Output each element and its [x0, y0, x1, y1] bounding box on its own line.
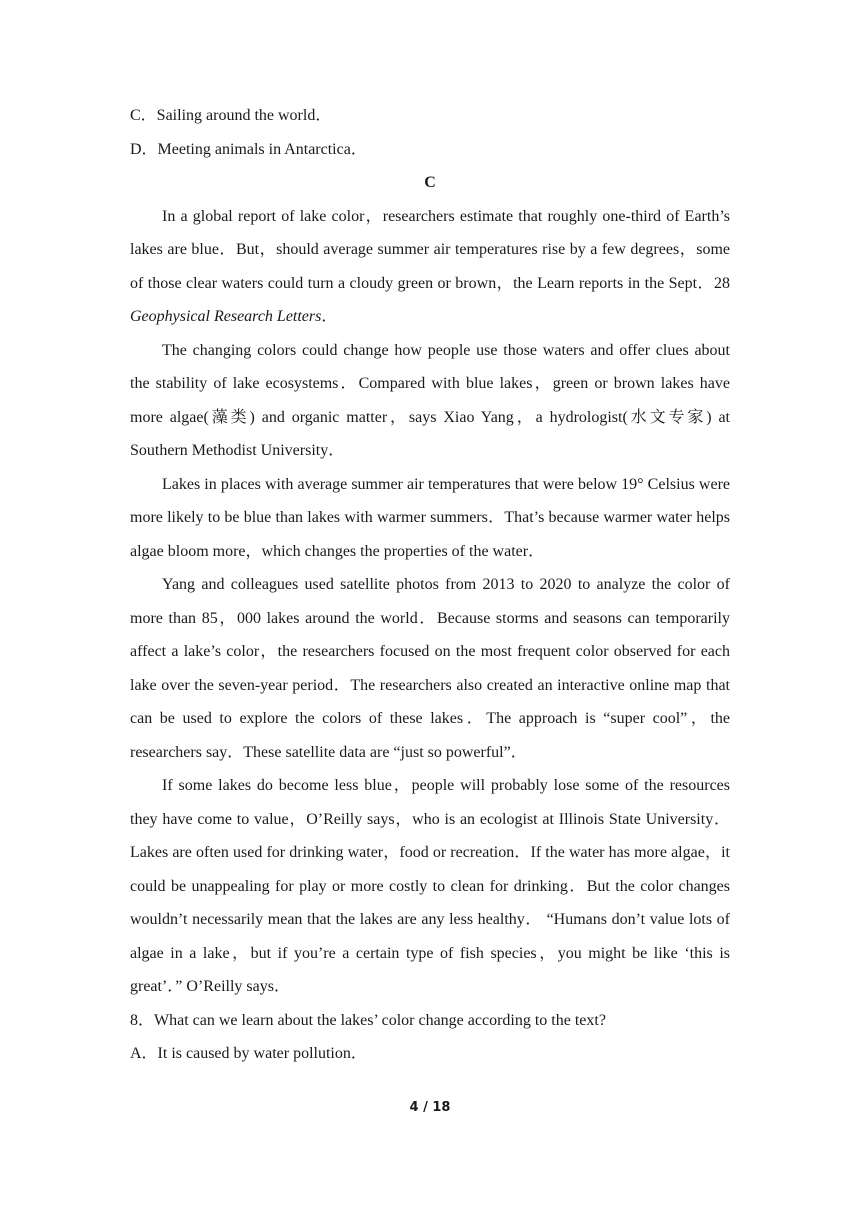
paragraph-5: If some lakes do become less blue，people will probably lose some of the resources they have come to value，O’Reilly says，who is an ecologist at Illinois State University．Lakes are often used for drinking water，food or recreation．If the water has more algae，it could be unappealing for play or more costly to clean for drinking．But the color changes wouldn’t necessarily mean that the lakes are any less healthy． “Humans don’t value lots of algae in a lake，but if you’re a certain type of fish species，you might be like ‘this is great’．” O’Reilly says．	[130, 777, 730, 995]
section-heading: C	[424, 174, 436, 191]
journal-title: Geophysical Research Letters	[130, 308, 322, 325]
option-d-prev: D．Meeting animals in Antarctica．	[130, 140, 367, 158]
paragraph-4: Yang and colleagues used satellite photos from 2013 to 2020 to analyze the color of more than 85，000 lakes around the world．Because storms and seasons can temporarily affect a lake’s color，the researchers focused on the most frequent color observed for each lake over the seven-year period．The researchers also created an interactive online map that can be used to explore the colors of these lakes．The approach is “super cool”，the researchers say．These satellite data are “just so powerful”．	[130, 576, 730, 761]
paragraph-1-text: In a global report of lake color，researchers estimate that roughly one-third of Earth’s lakes are blue．But，should average summer air temperatures rise by a few degrees，some of those clear waters could turn a cloudy green or brown，the Learn reports in the Sept．28	[130, 207, 730, 292]
paragraph-2: The changing colors could change how people use those waters and offer clues about the stability of lake ecosystems．Compared with blue lakes，green or brown lakes have more algae(藻类) and organic matter，says Xiao Yang，a hydrologist(水文专家) at Southern Methodist University．	[130, 341, 730, 459]
question-8: 8．What can we learn about the lakes’ color change according to the text?	[130, 1011, 606, 1029]
paragraph-1	[130, 200, 730, 334]
option-a: A．It is caused by water pollution．	[130, 1045, 367, 1062]
page-number: 4 / 18	[409, 1100, 451, 1115]
document-body	[130, 99, 730, 1071]
option-c-prev: C．Sailing around the world．	[130, 107, 332, 124]
paragraph-1-end: ．	[321, 308, 338, 325]
paragraph-3: Lakes in places with average summer air temperatures that were below 19° Celsius were more likely to be blue than lakes with warmer summers．That’s because warmer water helps algae bloom more，which changes the properties of the water．	[130, 475, 730, 560]
